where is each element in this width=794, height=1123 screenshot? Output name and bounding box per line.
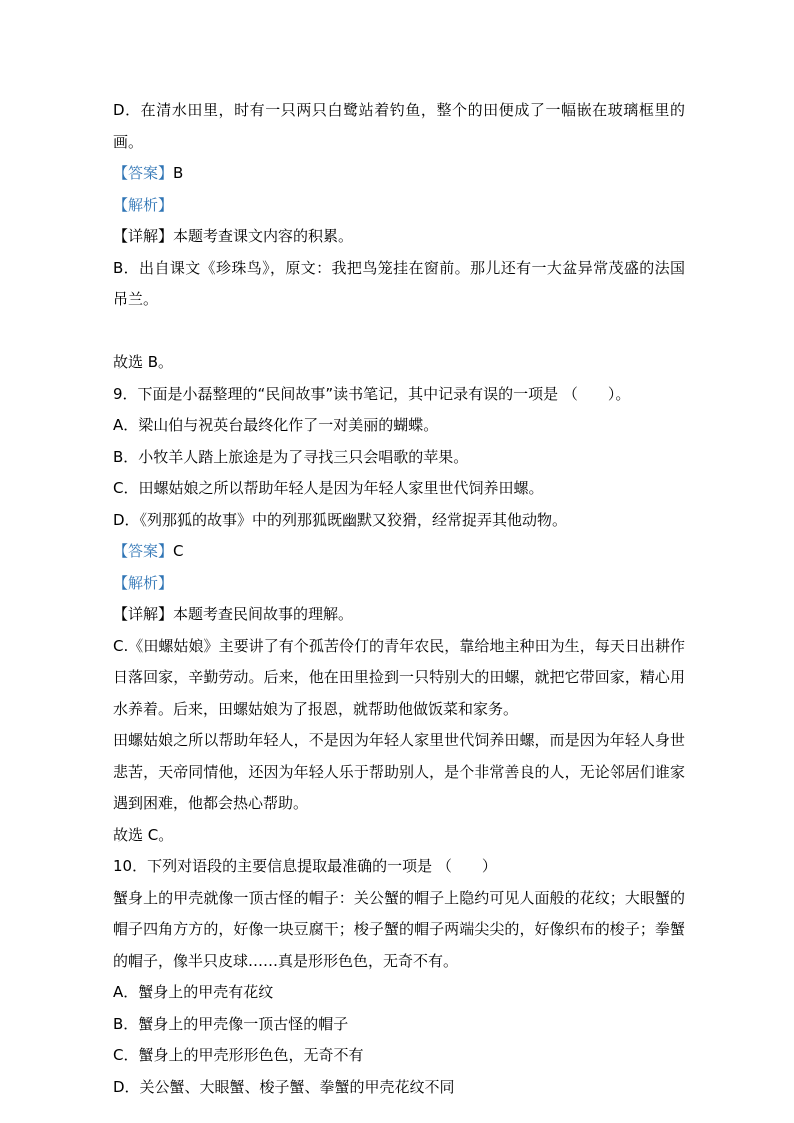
document-body bbox=[113, 95, 685, 1103]
text-run: 故选 B。 bbox=[113, 353, 174, 371]
text-run: 10．下列对语段的主要信息提取最准确的一项是 （ ） bbox=[113, 857, 497, 875]
option-line bbox=[113, 505, 685, 537]
para-line bbox=[113, 347, 685, 379]
answer-line bbox=[113, 158, 685, 190]
bracket-label: 【解析】 bbox=[113, 195, 174, 214]
bracket-label: 【答案】 bbox=[113, 164, 174, 182]
text-run: 故选 C。 bbox=[113, 825, 174, 844]
text-run: A．梁山伯与祝英台最终化作了一对美丽的蝴蝶。 bbox=[113, 416, 439, 434]
analysis-line bbox=[113, 568, 685, 600]
text-run: C bbox=[173, 542, 184, 560]
text-run: 田螺姑娘之所以帮助年轻人，不是因为年轻人家里世代饲养田螺，而是因为年轻人身世悲苦，天帝同情他，还因为年轻人乐于帮助别人，是个非常善良的人，无论邻居们谁家遇到困难，他都会热心帮助。 bbox=[113, 731, 685, 812]
para-line bbox=[113, 253, 685, 316]
answer-line bbox=[113, 536, 685, 568]
text-run: C．田螺姑娘之所以帮助年轻人是因为年轻人家里世代饲养田螺。 bbox=[113, 479, 544, 497]
option-line bbox=[113, 95, 685, 158]
text-run: B．出自课文《珍珠鸟》，原文：我把鸟笼挂在窗前。那儿还有一大盆异常茂盛的法国吊兰。 bbox=[113, 258, 685, 308]
text-run: 【详解】本题考查课文内容的积累。 bbox=[113, 227, 354, 245]
question-line bbox=[113, 379, 685, 411]
question-line bbox=[113, 851, 685, 883]
bracket-label: 【解析】 bbox=[113, 573, 174, 592]
explain-line bbox=[113, 599, 685, 631]
text-run: D．在清水田里，时有一只两只白鹭站着钓鱼，整个的田便成了一幅嵌在玻璃框里的画。 bbox=[113, 101, 685, 151]
option-line bbox=[113, 1072, 685, 1104]
para-line bbox=[113, 820, 685, 852]
text-run: C．蟹身上的甲壳形形色色，无奇不有 bbox=[113, 1046, 364, 1064]
text-run: 9．下面是小磊整理的“民间故事”读书笔记，其中记录有误的一项是 （ ）。 bbox=[113, 384, 631, 403]
para-line bbox=[113, 883, 685, 978]
text-run: C.《田螺姑娘》主要讲了有个孤苦伶仃的青年农民，靠给地主种田为生，每天日出耕作日落回家，辛勤劳动。后来，他在田里捡到一只特别大的田螺，就把它带回家，精心用水养着。后来，田螺姑娘为了报恩，就帮助他做饭菜和家务。 bbox=[113, 636, 685, 718]
text-run: B．蟹身上的甲壳像一顶古怪的帽子 bbox=[113, 1014, 349, 1033]
option-line bbox=[113, 473, 685, 505]
analysis-line bbox=[113, 190, 685, 222]
text-run: D．关公蟹、大眼蟹、梭子蟹、拳蟹的甲壳花纹不同 bbox=[113, 1077, 455, 1096]
text-run: B bbox=[173, 164, 184, 182]
text-run: 【详解】本题考查民间故事的理解。 bbox=[113, 605, 354, 623]
explain-line bbox=[113, 221, 685, 253]
para-line bbox=[113, 631, 685, 726]
text-run: A．蟹身上的甲壳有花纹 bbox=[113, 983, 274, 1001]
text-run: 蟹身上的甲壳就像一顶古怪的帽子：关公蟹的帽子上隐约可见人面般的花纹；大眼蟹的帽子四角方方的，好像一块豆腐干；梭子蟹的帽子两端尖尖的，好像织布的梭子；拳蟹的帽子，像半只皮球……真是形形色色，无奇不有。 bbox=[113, 888, 685, 970]
option-line bbox=[113, 1040, 685, 1072]
para-line bbox=[113, 725, 685, 820]
bracket-label: 【答案】 bbox=[113, 542, 174, 560]
option-line bbox=[113, 410, 685, 442]
option-line bbox=[113, 977, 685, 1009]
option-line bbox=[113, 442, 685, 474]
blank-line bbox=[113, 316, 685, 348]
option-line bbox=[113, 1009, 685, 1041]
text-run: D．《列那狐的故事》中的列那狐既幽默又狡猾，经常捉弄其他动物。 bbox=[113, 510, 568, 529]
text-run: B．小牧羊人踏上旅途是为了寻找三只会唱歌的苹果。 bbox=[113, 447, 469, 466]
